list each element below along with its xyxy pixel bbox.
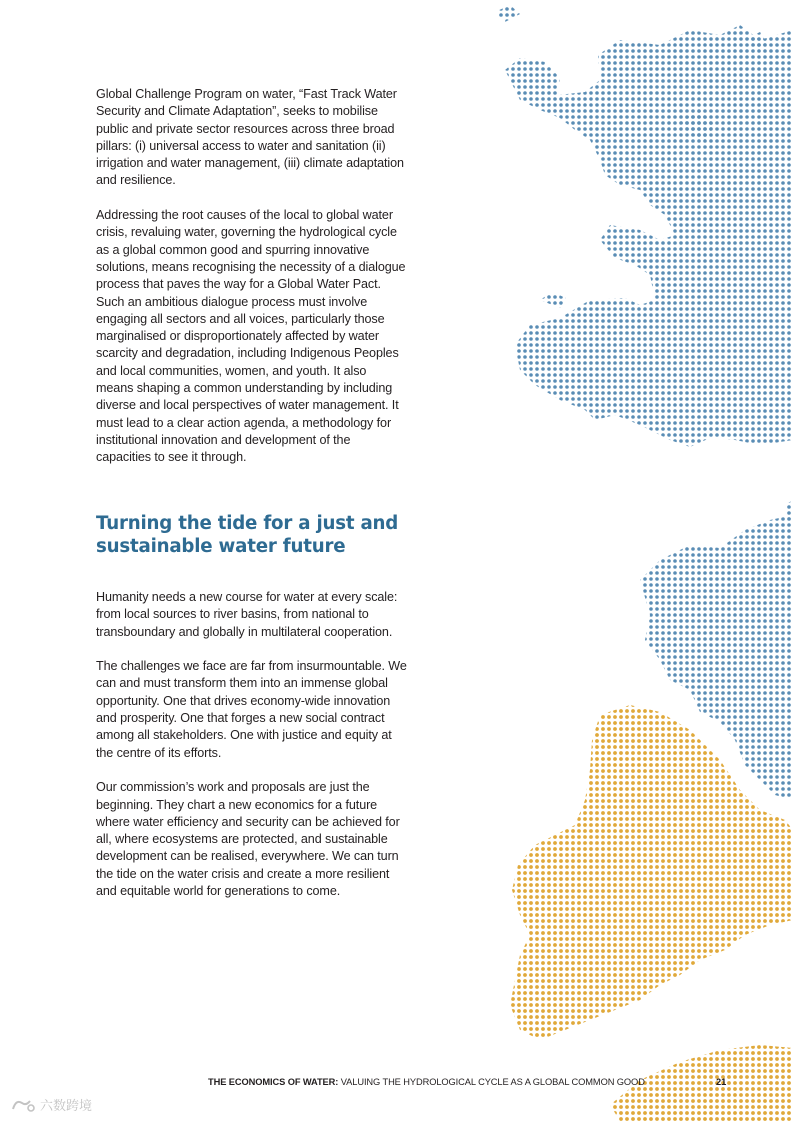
body-paragraph: Addressing the root causes of the local to global water crisis, revaluing water, governing the hydrological cycle as a global common good and spurring innovative solutions, means recognising the necessity of a dialogue process that paves the way for a Global Water Pact. Such an ambitious dialogue process must involve engaging all sectors and all voices, particularly those marginalised or disproportionately affected by water scarcity and degradation, including Indigenous Peoples and local communities, women, and youth. It also means shaping a common understanding by including diverse and local perspectives of water management. It must lead to a clear action agenda, a methodology for institutional innovation and development of the capacities to see it through. bbox=[96, 208, 406, 465]
section-text-block bbox=[96, 589, 408, 918]
watermark-text: 六数跨境 bbox=[40, 1098, 93, 1113]
body-text-block bbox=[96, 86, 406, 484]
map-region-europe bbox=[505, 25, 793, 447]
section-paragraph: Our commission’s work and proposals are just the beginning. They chart a new economics for a future where water efficiency and security can be achieved for all, where ecosystems are protected, and sustainable development can be realised, everywhere. We can turn the tide on the water crisis and create a more resilient and equitable world for generations to come. bbox=[96, 780, 400, 899]
watermark bbox=[10, 1095, 92, 1114]
section-paragraph: The challenges we face are far from insurmountable. We can and must transform them into an immense global opportunity. One that drives economy-wide innovation and prosperity. One that forges a new social contract among all stakeholders. One with justice and equity at the centre of its efforts. bbox=[96, 659, 407, 760]
page-footer bbox=[208, 1077, 645, 1087]
section-heading: Turning the tide for a just and sustainable water future bbox=[96, 513, 399, 557]
watermark-logo-icon bbox=[10, 1097, 36, 1113]
section-paragraph: Humanity needs a new course for water at every scale: from local sources to river basins, from national to transboundary and globally in multilateral cooperation. bbox=[96, 590, 398, 639]
footer-title-bold: THE ECONOMICS OF WATER: bbox=[208, 1077, 339, 1087]
body-paragraph: Global Challenge Program on water, “Fast Track Water Security and Climate Adaptation”, seeks to mobilise public and private sector resources across three broad pillars: (i) universal access to water and sanitation (ii) irrigation and water management, (iii) climate adaptation and resilience. bbox=[96, 87, 404, 188]
footer-title-rest: VALUING THE HYDROLOGICAL CYCLE AS A GLOBAL COMMON GOOD bbox=[338, 1077, 645, 1087]
page-number: 21 bbox=[716, 1077, 727, 1087]
